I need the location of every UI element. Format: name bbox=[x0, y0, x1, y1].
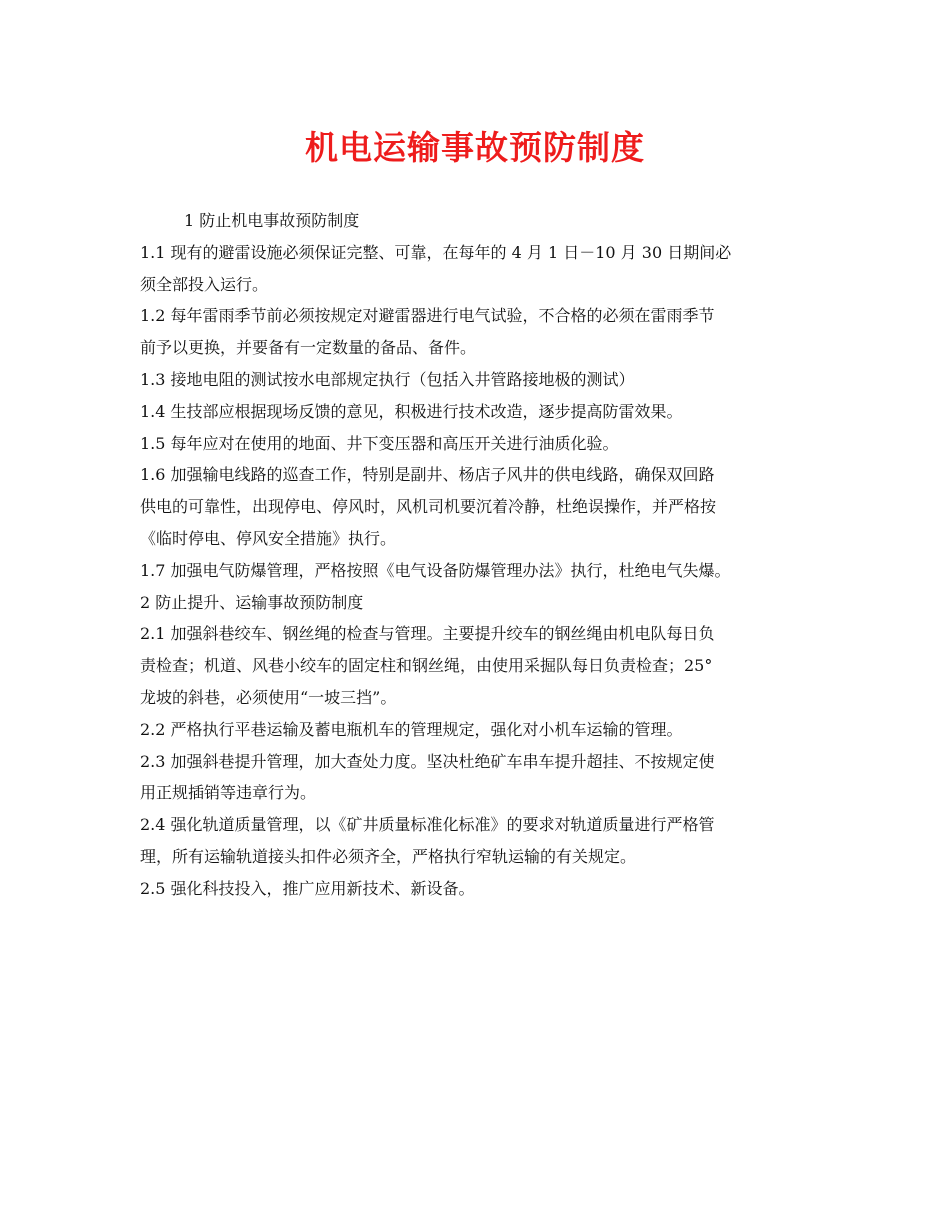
paragraph-line: 1.3 接地电阻的测试按水电部规定执行（包括入井管路接地极的测试） bbox=[140, 369, 635, 389]
paragraph-line: 1.1 现有的避雷设施必须保证完整、可靠，在每年的 4 月 1 日－10 月 30 日期间必 bbox=[140, 242, 732, 262]
paragraph-line: 2.1 加强斜巷绞车、钢丝绳的检查与管理。主要提升绞车的钢丝绳由机电队每日负 bbox=[140, 624, 715, 644]
paragraph-line: 前予以更换，并要备有一定数量的备品、备件。 bbox=[140, 338, 477, 358]
paragraph-line: 用正规插销等违章行为。 bbox=[140, 783, 317, 803]
paragraph-line: 1.5 每年应对在使用的地面、井下变压器和高压开关进行油质化验。 bbox=[140, 433, 619, 453]
paragraph-line: 2.4 强化轨道质量管理，以《矿井质量标准化标准》的要求对轨道质量进行严格管 bbox=[140, 815, 715, 835]
paragraph-line: 龙坡的斜巷，必须使用“一坡三挡”。 bbox=[140, 687, 397, 707]
section-heading-2: 2 防止提升、运输事故预防制度 bbox=[140, 592, 364, 612]
paragraph-line: 2.5 强化科技投入，推广应用新技术、新设备。 bbox=[140, 878, 475, 898]
document-title: 机电运输事故预防制度 bbox=[305, 128, 645, 167]
paragraph-line: 供电的可靠性，出现停电、停风时，风机司机要沉着冷静，杜绝误操作，并严格按 bbox=[140, 497, 717, 517]
section-heading-1: 1 防止机电事故预防制度 bbox=[184, 211, 360, 230]
paragraph-line: 理，所有运输轨道接头扣件必须齐全，严格执行窄轨运输的有关规定。 bbox=[140, 846, 637, 866]
document-body bbox=[140, 205, 830, 905]
paragraph-line: 1.6 加强输电线路的巡查工作，特别是副井、杨店子风井的供电线路，确保双回路 bbox=[140, 465, 715, 485]
paragraph-line: 1.4 生技部应根据现场反馈的意见，积极进行技术改造，逐步提高防雷效果。 bbox=[140, 401, 683, 421]
paragraph-line: 1.7 加强电气防爆管理，严格按照《电气设备防爆管理办法》执行，杜绝电气失爆。 bbox=[140, 560, 731, 580]
paragraph-line: 2.3 加强斜巷提升管理，加大查处力度。坚决杜绝矿车串车提升超挂、不按规定使 bbox=[140, 751, 715, 771]
paragraph-line: 须全部投入运行。 bbox=[140, 274, 269, 294]
paragraph-line: 《临时停电、停风安全措施》执行。 bbox=[140, 528, 397, 548]
paragraph-line: 责检查；机道、风巷小绞车的固定柱和钢丝绳，由使用采掘队每日负责检查；25° bbox=[140, 656, 713, 676]
paragraph-line: 1.2 每年雷雨季节前必须按规定对避雷器进行电气试验，不合格的必须在雷雨季节 bbox=[140, 306, 715, 326]
paragraph-line: 2.2 严格执行平巷运输及蓄电瓶机车的管理规定，强化对小机车运输的管理。 bbox=[140, 719, 683, 739]
